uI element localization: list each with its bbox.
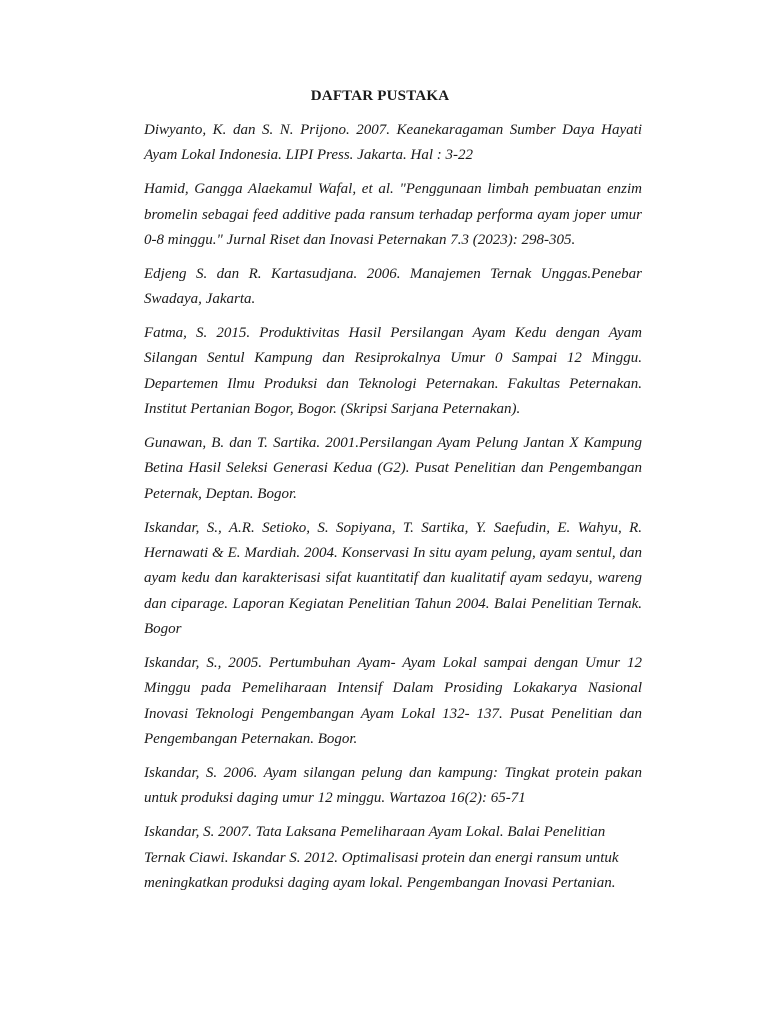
reference-item: Gunawan, B. dan T. Sartika. 2001.Persilangan Ayam Pelung Jantan X Kampung Betina Hasil Seleksi Generasi Kedua (G2). Pusat Penelitian dan Pengembangan Peternak, Deptan. Bogor.: [144, 435, 642, 502]
reference-item: Diwyanto, K. dan S. N. Prijono. 2007. Keanekaragaman Sumber Daya Hayati Ayam Lokal Indonesia. LIPI Press. Jakarta. Hal : 3-22: [144, 122, 642, 164]
reference-item: Iskandar, S. 2006. Ayam silangan pelung dan kampung: Tingkat protein pakan untuk produksi daging umur 12 minggu. Wartazoa 16(2): 65-71: [144, 765, 642, 807]
reference-item: Hamid, Gangga Alaekamul Wafal, et al. "Penggunaan limbah pembuatan enzim bromelin sebagai feed additive pada ransum terhadap performa ayam joper umur 0-8 minggu." Jurnal Riset dan Inovasi Peternakan 7.3 (2023): 298-305.: [144, 181, 642, 249]
reference-item: Iskandar, S., A.R. Setioko, S. Sopiyana, T. Sartika, Y. Saefudin, E. Wahyu, R. Hernawati & E. Mardiah. 2004. Konservasi In situ ayam pelung, ayam sentul, dan ayam kedu dan karakterisasi sifat kuantitatif dan kualitatif ayam sedayu, wareng dan ciparage. Laporan Kegiatan Penelitian Tahun 2004. Balai Penelitian Ternak. Bogor: [144, 519, 642, 638]
reference-item: Iskandar, S. 2007. Tata Laksana Pemeliharaan Ayam Lokal. Balai Penelitian Ternak Ciawi. Iskandar S. 2012. Optimalisasi protein dan energi ransum untuk meningkatkan produksi daging ayam lokal. Pengembangan Inovasi Pertanian.: [144, 824, 619, 892]
page-title: DAFTAR PUSTAKA: [310, 88, 450, 104]
reference-list: [144, 118, 642, 905]
reference-item: Edjeng S. dan R. Kartasudjana. 2006. Manajemen Ternak Unggas.Penebar Swadaya, Jakarta.: [144, 265, 642, 308]
reference-item: Iskandar, S., 2005. Pertumbuhan Ayam- Ayam Lokal sampai dengan Umur 12 Minggu pada Pemeliharaan Intensif Dalam Prosiding Lokakarya Nasional Inovasi Teknologi Pengembangan Ayam Lokal 132- 137. Pusat Penelitian dan Pengembangan Peternakan. Bogor.: [144, 655, 642, 748]
reference-item: Fatma, S. 2015. Produktivitas Hasil Persilangan Ayam Kedu dengan Ayam Silangan Sentul Kampung dan Resiprokalnya Umur 0 Sampai 12 Minggu. Departemen Ilmu Produksi dan Teknologi Peternakan. Fakultas Peternakan. Institut Pertanian Bogor, Bogor. (Skripsi Sarjana Peternakan).: [144, 325, 642, 418]
